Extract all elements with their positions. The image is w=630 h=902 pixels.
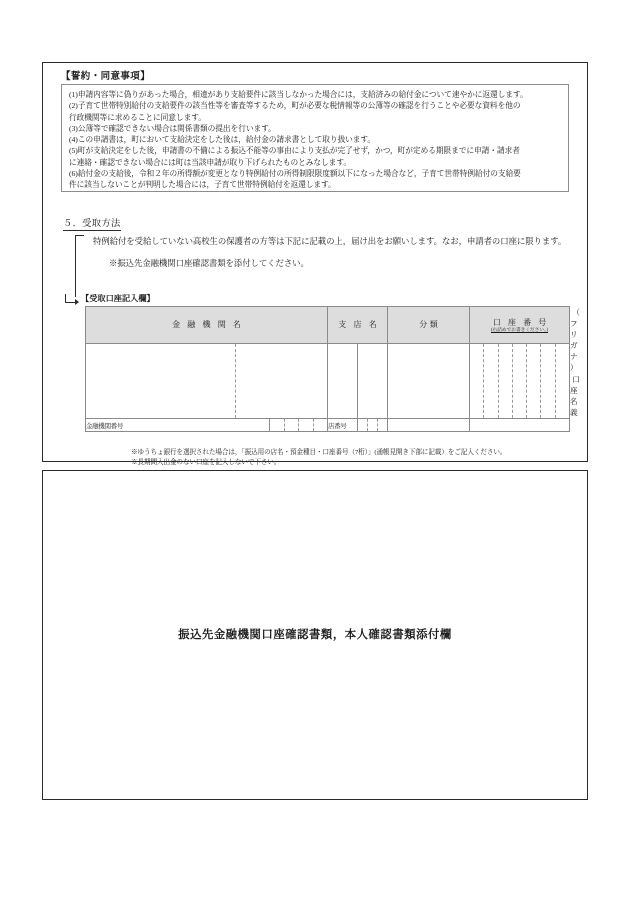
header-account-number [470,307,570,344]
pledge-item: (5)町が支給決定をした後，申請書の不備による振込不能等の事由により支払が完了せず，かつ，町が定める期限までに申請・請求者 [69,146,520,156]
table-code-row [86,419,570,432]
table-entry-row [86,343,570,418]
input-institution-name[interactable] [86,343,328,418]
pledge-item: 件に該当しないことが判明した場合には，子育て世帯特例給付を返還します。 [69,180,336,190]
header-institution-name: 金 融 機 関 名 [86,307,328,344]
section-5-heading: ５．受取方法 [63,215,121,231]
table-notes-block [131,448,506,467]
form-page-upper [42,62,588,466]
bracket-decoration [75,235,84,297]
input-branch-code[interactable] [358,419,388,432]
header-account-number-text: 口 座 番 号 [492,317,549,327]
input-account-number[interactable] [470,343,570,418]
pledge-item: (4)この申請書は，町において支給決定をした後は，給付金の請求書として取り扱います。 [69,135,376,145]
table-note: ※ゆうちょ銀行を選択された場合は，「振込用の店名・預金種目・口座番号（7桁）」(通帳見開き下部に記載）をご記入ください。 [131,449,507,456]
input-institution-code[interactable] [270,419,328,432]
pledge-item: (2)子育て世帯特別給付の支給要件の該当性等を審査等するため，町が必要な税情報等の公簿等の確認を行うことや必要な資料を他の [69,101,521,111]
bank-account-table [85,306,582,432]
pledge-item: 行政機関等に求めることに同意します。 [69,112,206,122]
code-row-spacer-2 [470,419,570,432]
pledge-section-title: 【誓約・同意事項】 [61,72,151,82]
code-row-spacer [388,419,470,432]
header-category: 分類 [388,307,470,344]
label-institution-code: 金融機関番号 [86,419,270,432]
pledge-text-frame [61,84,569,192]
table-note: ※長期間入出金のない口座を記入しないで下さい。 [131,458,281,466]
header-account-number-note: (右詰めでお書きください。) [490,327,549,333]
header-branch-name: 支 店 名 [328,307,388,344]
input-branch-name[interactable] [328,343,358,418]
attach-document-note: ※振込先金融機関口座確認書類を添付してください。 [109,259,309,268]
pledge-item: に連絡・確認できない場合には町は当該申請が取り下げられたものとみなします。 [69,157,351,167]
elbow-arrow-icon [65,294,75,303]
input-category[interactable] [388,343,470,418]
account-number-digit-grid[interactable] [470,344,569,418]
pledge-item: (6)給付金の支給後，令和２年の所得額が変更となり特例給付の所得制限限度額以下になった場合など，子育て世帯特例給付の支給要 [69,169,521,179]
pledge-item: (3)公簿等で確認できない場合は関係書類の提出を行います。 [69,123,276,133]
receive-account-label: 【受取口座記入欄】 [81,294,155,303]
table-header-row: 金 融 機 関 名 支 店 名 分類 口 座 番 号 (右詰めでお書きください。) （ フ リ ガ ナ ） 口 座 名 義 [86,307,570,344]
receive-account-label-row [65,291,155,303]
receive-method-intro-text: 特例給付を受給していない高校生の保護者の方等は下記に記載の上，届け出をお願いします。なお，申請者の口座に限ります。 [93,237,567,246]
pledge-item: (1)申請内容等に偽りがあった場合，相違があり支給要件に該当しなかった場合には，支給済みの給付金について速やかに返還します。 [69,90,528,99]
label-branch-code: 店番号 [328,419,358,432]
attachment-area-title: 振込先金融機関口座確認書類，本人確認書類添付欄 [178,629,452,641]
input-branch-name-suffix[interactable] [358,343,388,418]
receive-method-intro-block [75,235,575,269]
attachment-page-box [42,470,588,800]
